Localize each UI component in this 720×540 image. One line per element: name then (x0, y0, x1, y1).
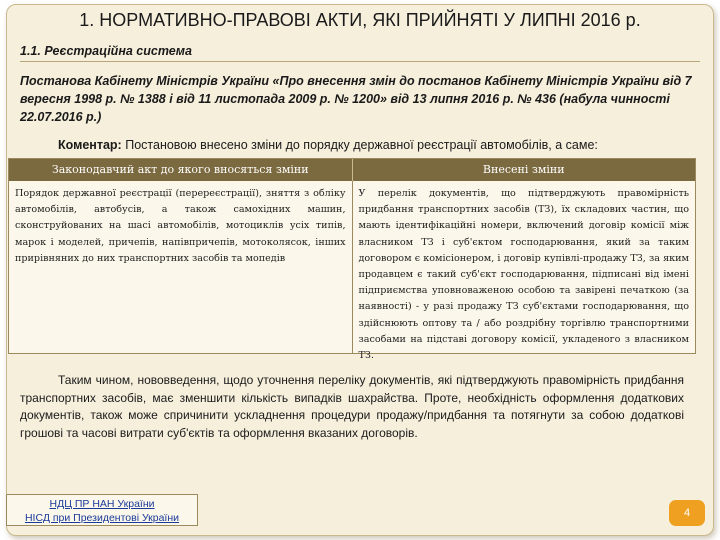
comment-paragraph (58, 138, 698, 152)
conclusion-paragraph (20, 372, 684, 442)
table-cell-act: Порядок державної реєстрації (перереєстрації), зняття з обліку автомобілів, автобусів, а також самохідних машин, сконструйованих на шасі автомобілів, мотоциклів усіх типів, марок і моделей, причепів, напівпричепів, мотоколясок, інших прирівняних до них транспортних засобів та мопедів (9, 181, 353, 353)
footer-org-box (6, 494, 198, 526)
page-title: 1. НОРМАТИВНО-ПРАВОВІ АКТИ, ЯКІ ПРИЙНЯТІ У ЛИПНІ 2016 р. (79, 10, 641, 30)
subtitle-divider (20, 61, 700, 62)
section-subtitle: 1.1. Реєстраційна система (20, 44, 192, 58)
resolution-text: Постанова Кабінету Міністрів України «Про внесення змін до постанов Кабінету Міністрів України від 7 вересня 1998 р. № 1388 і від 11 листопада 2009 р. № 1200» від 13 липня 2016 р. № 436 (набула чинності 22.07.2016 р.) (20, 74, 692, 124)
comment-text: Постановою внесено зміни до порядку державної реєстрації автомобілів, а саме: (125, 138, 598, 152)
table-row (9, 181, 695, 362)
table-cell-changes: У перелік документів, що підтверджують правомірність придбання транспортних засобів (ТЗ), їх складових частин, що мають ідентифікаційні номери, включений договір комісії між власником ТЗ і суб'єктом господарювання, який за таким договором є комісіонером, і договір купівлі-продажу ТЗ, за яким продавцем є такий суб'єкт господарювання, підписані від імені підприємства уповноваженою особою та завірені печаткою (за наявності) - у разі продажу ТЗ суб'єктами господарювання, що здійснюють оптову та / або роздрібну торгівлю транспортними засобами на підставі договору комісії, укладеного з власником ТЗ. (358, 188, 689, 362)
comment-label: Коментар: (58, 138, 122, 152)
table-header-act: Законодавчий акт до якого вносяться зміни (9, 159, 353, 181)
conclusion-text: Таким чином, нововведення, щодо уточнення переліку документів, які підтверджують правомірність придбання транспортних засобів, має зменшити кількість випадків шахрайства. Проте, необхідність оформлення додаткових документів, також може спричинити ускладнення процедури продажу/придбання та потягнути за собою додаткові грошові та часові витрати суб'єктів та оформлення вказаних договорів. (20, 373, 684, 440)
page-number-badge: 4 (669, 500, 705, 526)
table-header-row (9, 159, 695, 181)
footer-link-nisd[interactable]: НІСД при Президентові України (24, 512, 180, 524)
changes-table (8, 158, 696, 362)
table-header-changes: Внесені зміни (482, 163, 565, 176)
footer-link-ndc[interactable]: НДЦ ПР НАН України (49, 498, 155, 510)
